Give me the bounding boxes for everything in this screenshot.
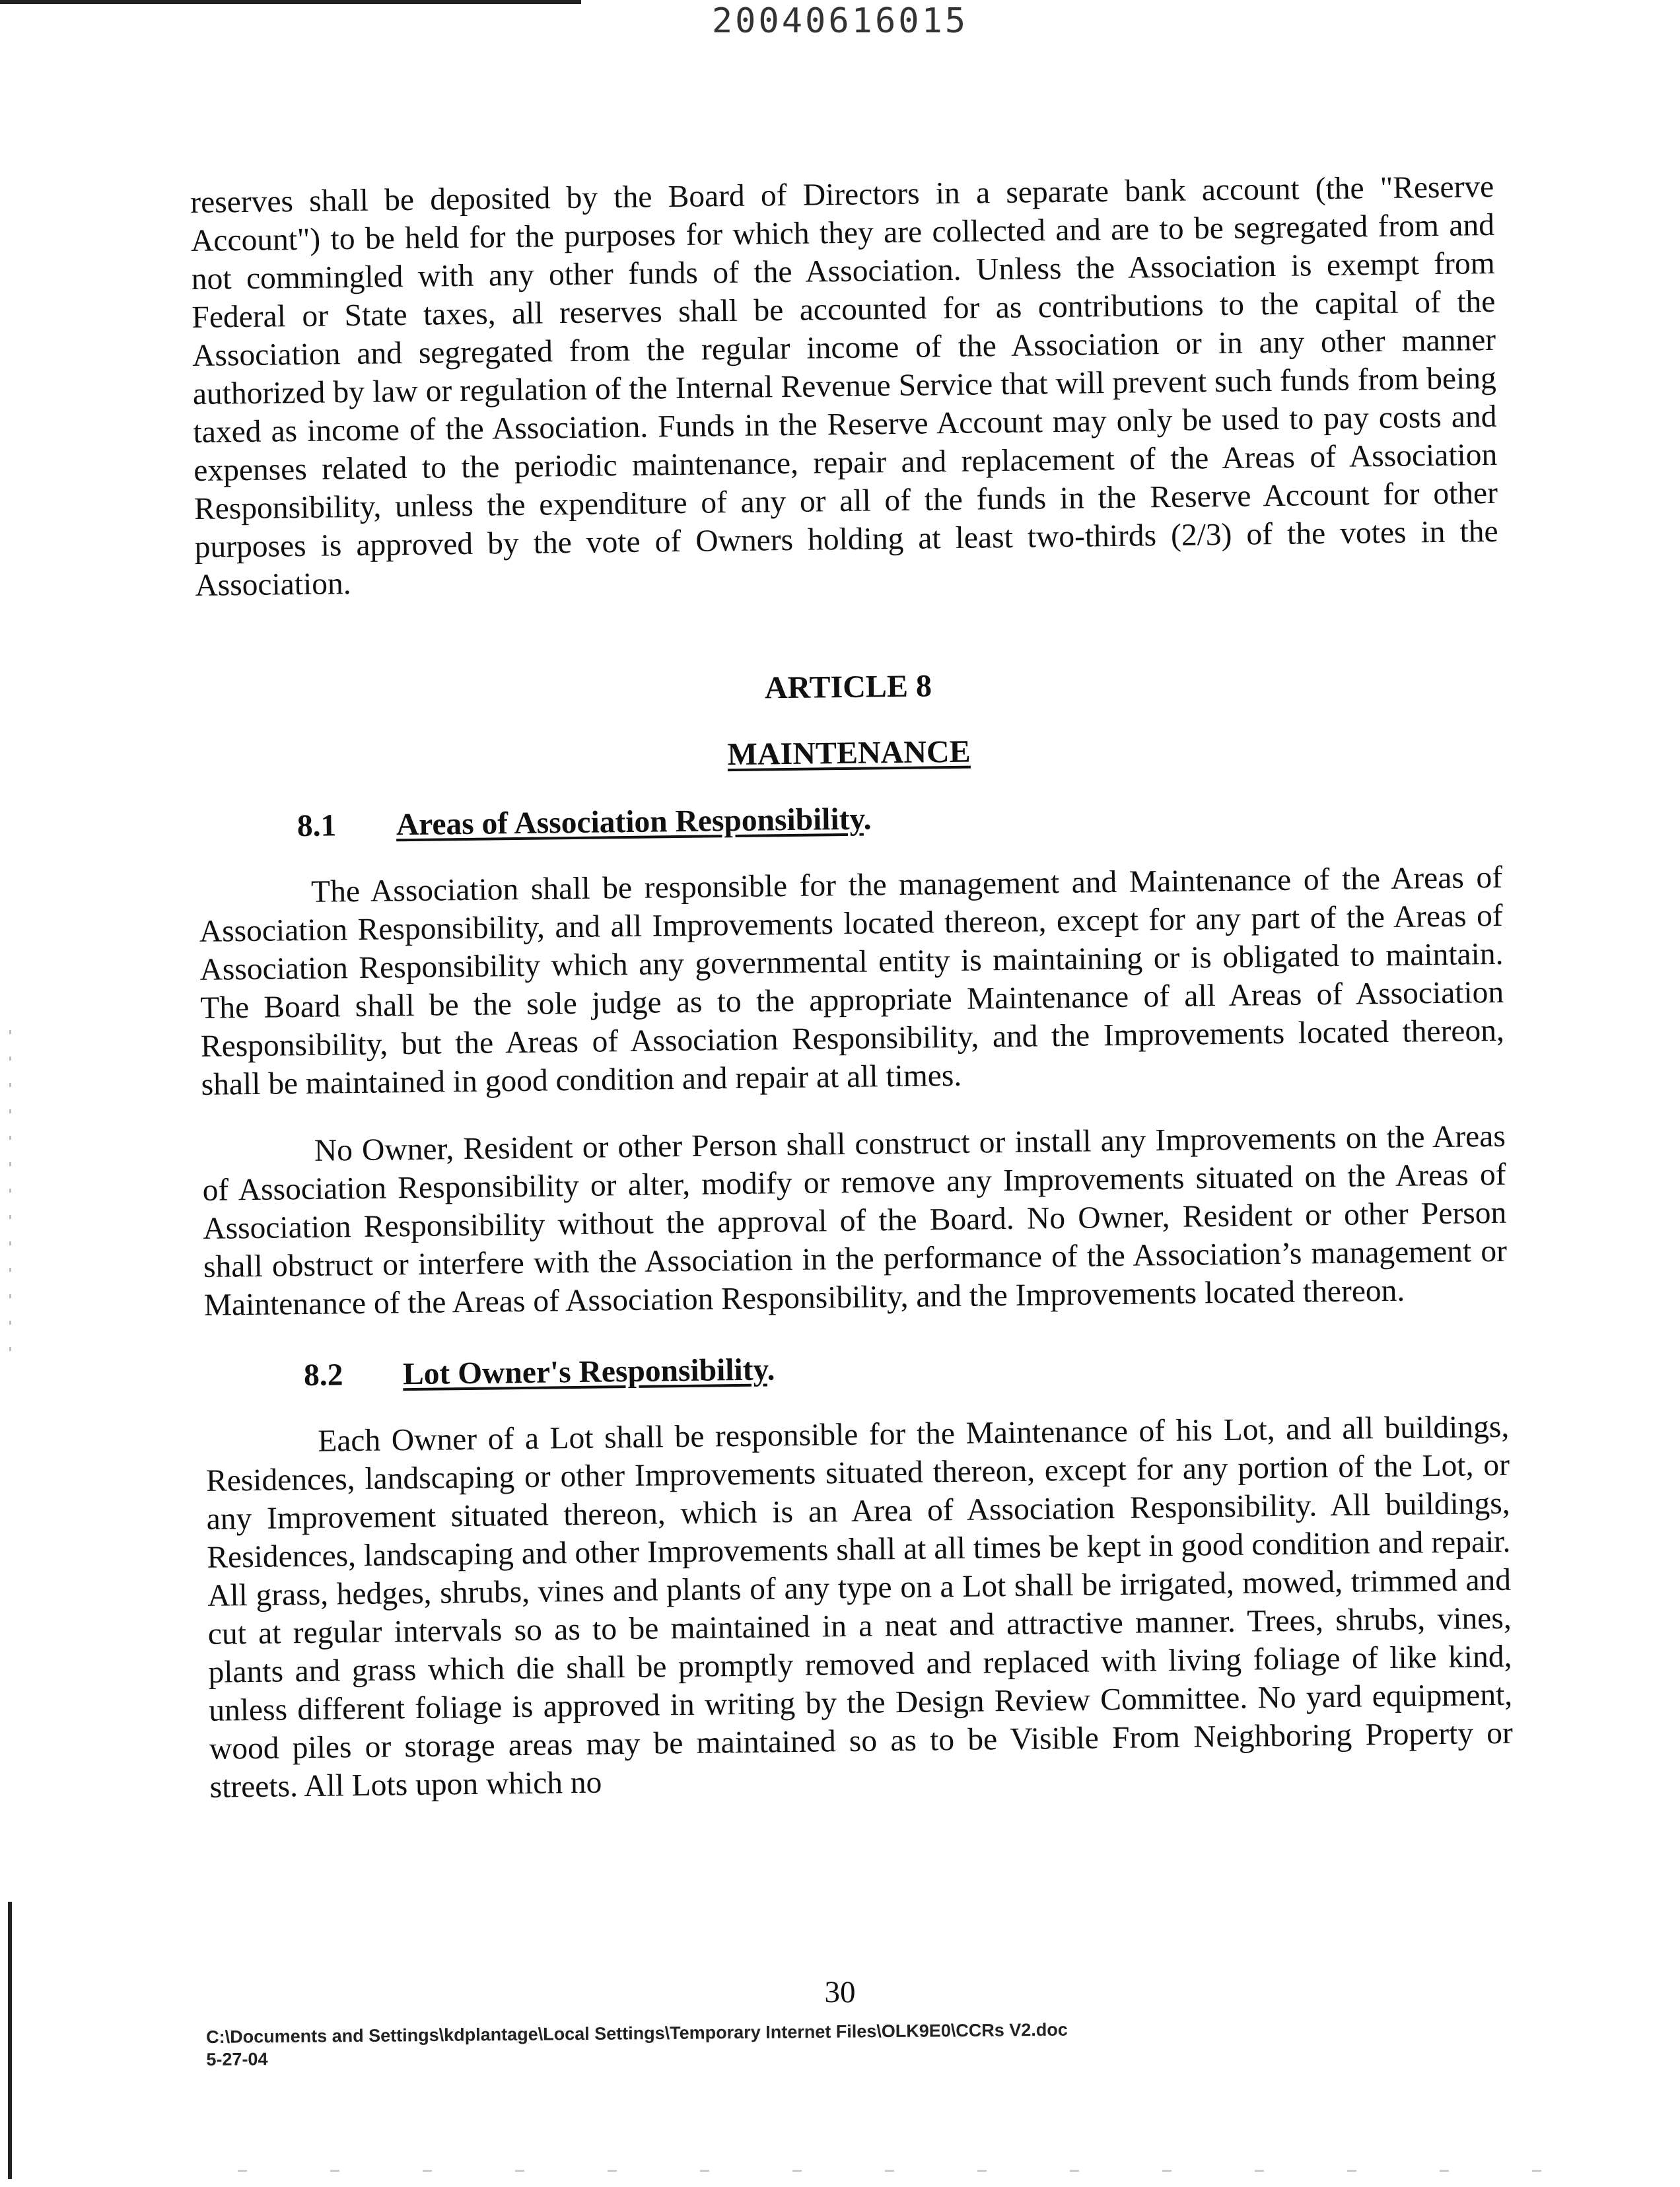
article-heading: ARTICLE 8	[764, 668, 932, 706]
section-8-2-paragraph-1: Each Owner of a Lot shall be responsible for the Maintenance of his Lot, and all buildings, Residences, landscaping or other Improvements situated thereon, except for any portion of the Lot, or any Improvement situated thereon, which is an Area of Association Responsibility. All buildings, Residences, landscaping and other Improvements shall at all times be kept in good condition and repair. All grass, hedges, shrubs, vines and plants of any type on a Lot shall be irrigated, mowed, trimmed and cut at regular intervals so as to be maintained in a neat and attractive manner. Trees, shrubs, vines, plants and grass which die shall be promptly removed and replaced with living foliage of like kind, unless different foliage is approved in writing by the Design Review Committee. No yard equipment, wood piles or storage areas may be maintained so as to be Visible From Neighboring Property or streets. All Lots upon which no	[205, 1409, 1514, 1805]
footer-date: 5-27-04	[206, 2049, 268, 2069]
continuation-paragraph: reserves shall be deposited by the Board of Directors in a separate bank account (the "Reserve Account") to be held for the purposes for which they are collected and are to be segregated from and not commingled with any other funds of the Association. Unless the Association is exempt from Federal or State taxes, all reserves shall be accounted for as contributions to the capital of the Association and segregated from the regular income of the Association or in any other manner authorized by law or regulation of the Internal Revenue Service that will prevent such funds from being taxed as income of the Association. Funds in the Reserve Account may only be used to pay costs and expenses related to the periodic maintenance, repair and replacement of the Areas of Association Responsibility, unless the expenditure of any or all of the funds in the Reserve Account for other purposes is approved by the vote of Owners holding at least two-thirds (2/3) of the votes in the Association.	[190, 169, 1498, 603]
scan-edge-bar	[8, 1902, 12, 2179]
section-number: 8.1	[297, 808, 337, 844]
scan-noise	[9, 1030, 11, 1360]
section-8-1-paragraph-2: No Owner, Resident or other Person shall construct or install any Improvements on the Areas of Association Responsibility or alter, modify or remove any Improvements situated on the Areas of Association Responsibility without the approval of the Board. No Owner, Resident or other Person shall obstruct or interfere with the Association in the performance of the Association’s management or Maintenance of the Areas of Association Responsibility, and the Improvements located thereon.	[202, 1119, 1508, 1323]
section-title: Areas of Association Responsibility	[396, 802, 864, 843]
footer	[206, 2019, 1068, 2071]
page-number: 30	[824, 1975, 856, 2009]
footer-file-path: C:\Documents and Settings\kdplantage\Local Settings\Temporary Internet Files\OLK9E0\CCRs V2.doc	[206, 2019, 1068, 2047]
document-id-stamp: 20040616015	[711, 1, 969, 41]
section-heading-8-2: 8.2 Lot Owner's Responsibility.	[205, 1342, 1509, 1396]
article-title: MAINTENANCE	[727, 734, 971, 773]
section-title: Lot Owner's Responsibility	[402, 1352, 767, 1392]
section-8-1-paragraph-1: The Association shall be responsible for the management and Maintenance of the Areas of Association Responsibility, and all Improvements located thereon, except for any part of the Areas of Association Responsibility which any governmental entity is maintaining or is obligated to maintain. The Board shall be the sole judge as to the appropriate Maintenance of all Areas of Association Responsibility, but the Areas of Association Responsibility, and the Improvements located thereon, shall be maintained in good condition and repair at all times.	[199, 860, 1505, 1102]
section-number: 8.2	[303, 1358, 343, 1393]
section-heading-8-1: 8.1 Areas of Association Responsibility.	[198, 792, 1502, 847]
document-body	[190, 168, 1514, 1807]
scan-noise-bottom	[238, 2170, 1558, 2172]
